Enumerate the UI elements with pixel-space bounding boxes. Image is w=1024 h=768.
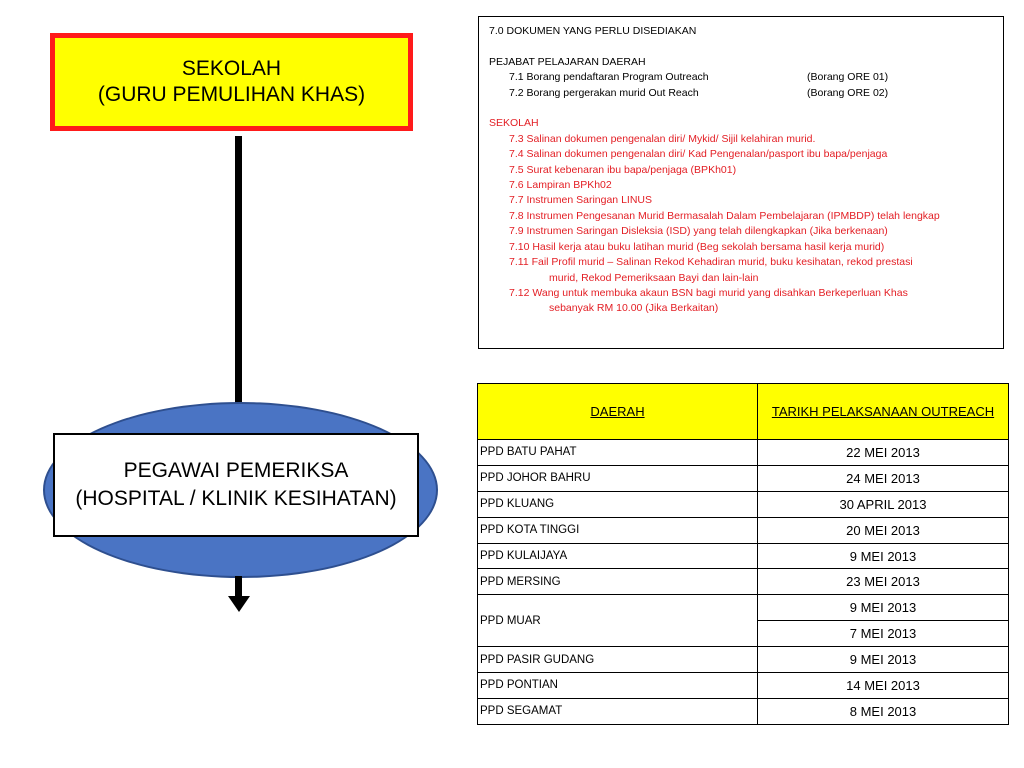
cell-daerah: PPD BATU PAHAT [478, 440, 758, 466]
document-item: 7.2 Borang pergerakan murid Out Reach (Borang ORE 02) [509, 86, 889, 99]
cell-daerah: PPD PASIR GUDANG [478, 647, 758, 673]
pegawai-title: PEGAWAI PEMERIKSA [123, 459, 349, 482]
cell-date: 9 MEI 2013 [758, 595, 1009, 621]
connector-line [235, 136, 242, 406]
cell-date: 30 APRIL 2013 [758, 491, 1009, 517]
arrow-down-icon [228, 596, 250, 612]
document-item: 7.5 Surat kebenaran ibu bapa/penjaga (BPKh01) [509, 163, 737, 176]
table-row [478, 647, 1009, 673]
documents-title: 7.0 DOKUMEN YANG PERLU DISEDIAKAN [489, 25, 697, 37]
cell-daerah: PPD MERSING [478, 569, 758, 595]
header-daerah: DAERAH [478, 384, 758, 440]
cell-daerah: PPD KLUANG [478, 491, 758, 517]
cell-daerah: PPD JOHOR BAHRU [478, 465, 758, 491]
table-row [478, 543, 1009, 569]
cell-daerah: PPD KOTA TINGGI [478, 517, 758, 543]
document-item: 7.4 Salinan dokumen pengenalan diri/ Kad Pengenalan/pasport ibu bapa/penjaga [509, 148, 888, 161]
cell-daerah: PPD KULAIJAYA [478, 543, 758, 569]
table-row [478, 569, 1009, 595]
document-item: 7.11 Fail Profil murid – Salinan Rekod Kehadiran murid, buku kesihatan, rekod prestasi [509, 256, 913, 269]
cell-date: 22 MEI 2013 [758, 440, 1009, 466]
table-row [478, 491, 1009, 517]
pegawai-subtitle: (HOSPITAL / KLINIK KESIHATAN) [75, 487, 397, 510]
cell-date: 24 MEI 2013 [758, 465, 1009, 491]
document-item: 7.3 Salinan dokumen pengenalan diri/ Mykid/ Sijil kelahiran murid. [509, 132, 816, 145]
sekolah-subtitle: (GURU PEMULIHAN KHAS) [97, 83, 366, 106]
table-row [478, 440, 1009, 466]
cell-date: 20 MEI 2013 [758, 517, 1009, 543]
table-row [478, 673, 1009, 699]
cell-date: 23 MEI 2013 [758, 569, 1009, 595]
table-row [478, 595, 1009, 621]
document-item-continued: sebanyak RM 10.00 (Jika Berkaitan) [549, 302, 719, 315]
outreach-schedule-table [477, 383, 1009, 725]
document-item: 7.1 Borang pendaftaran Program Outreach (Borang ORE 01) [509, 71, 889, 84]
header-tarikh: TARIKH PELAKSANAAN OUTREACH [758, 384, 1009, 440]
cell-daerah: PPD PONTIAN [478, 673, 758, 699]
document-item: 7.9 Instrumen Saringan Disleksia (ISD) yang telah dilengkapkan (Jika berkenaan) [509, 225, 888, 238]
pegawai-box [53, 433, 419, 537]
sekolah-box [50, 33, 413, 131]
document-item-continued: murid, Rekod Pemeriksaan Bayi dan lain-lain [549, 271, 759, 284]
table-row [478, 465, 1009, 491]
document-item: 7.10 Hasil kerja atau buku latihan murid (Beg sekolah bersama hasil kerja murid) [509, 240, 885, 253]
cell-date: 9 MEI 2013 [758, 543, 1009, 569]
connector-line-bottom [235, 576, 242, 598]
sekolah-title: SEKOLAH [181, 57, 282, 80]
table-row [478, 517, 1009, 543]
section-heading: SEKOLAH [489, 117, 539, 130]
section-heading: PEJABAT PELAJARAN DAERAH [489, 55, 646, 68]
table-header-row [478, 384, 1009, 440]
document-item: 7.12 Wang untuk membuka akaun BSN bagi murid yang disahkan Berkeperluan Khas [509, 286, 908, 299]
cell-date: 7 MEI 2013 [758, 621, 1009, 647]
document-item: 7.8 Instrumen Pengesanan Murid Bermasalah Dalam Pembelajaran (IPMBDP) telah lengkap [509, 209, 940, 222]
table-row [478, 698, 1009, 724]
cell-daerah: PPD MUAR [478, 595, 758, 647]
cell-daerah: PPD SEGAMAT [478, 698, 758, 724]
document-item: 7.7 Instrumen Saringan LINUS [509, 194, 652, 207]
cell-date: 8 MEI 2013 [758, 698, 1009, 724]
cell-date: 9 MEI 2013 [758, 647, 1009, 673]
documents-box [478, 16, 1004, 349]
document-item: 7.6 Lampiran BPKh02 [509, 179, 612, 192]
cell-date: 14 MEI 2013 [758, 673, 1009, 699]
